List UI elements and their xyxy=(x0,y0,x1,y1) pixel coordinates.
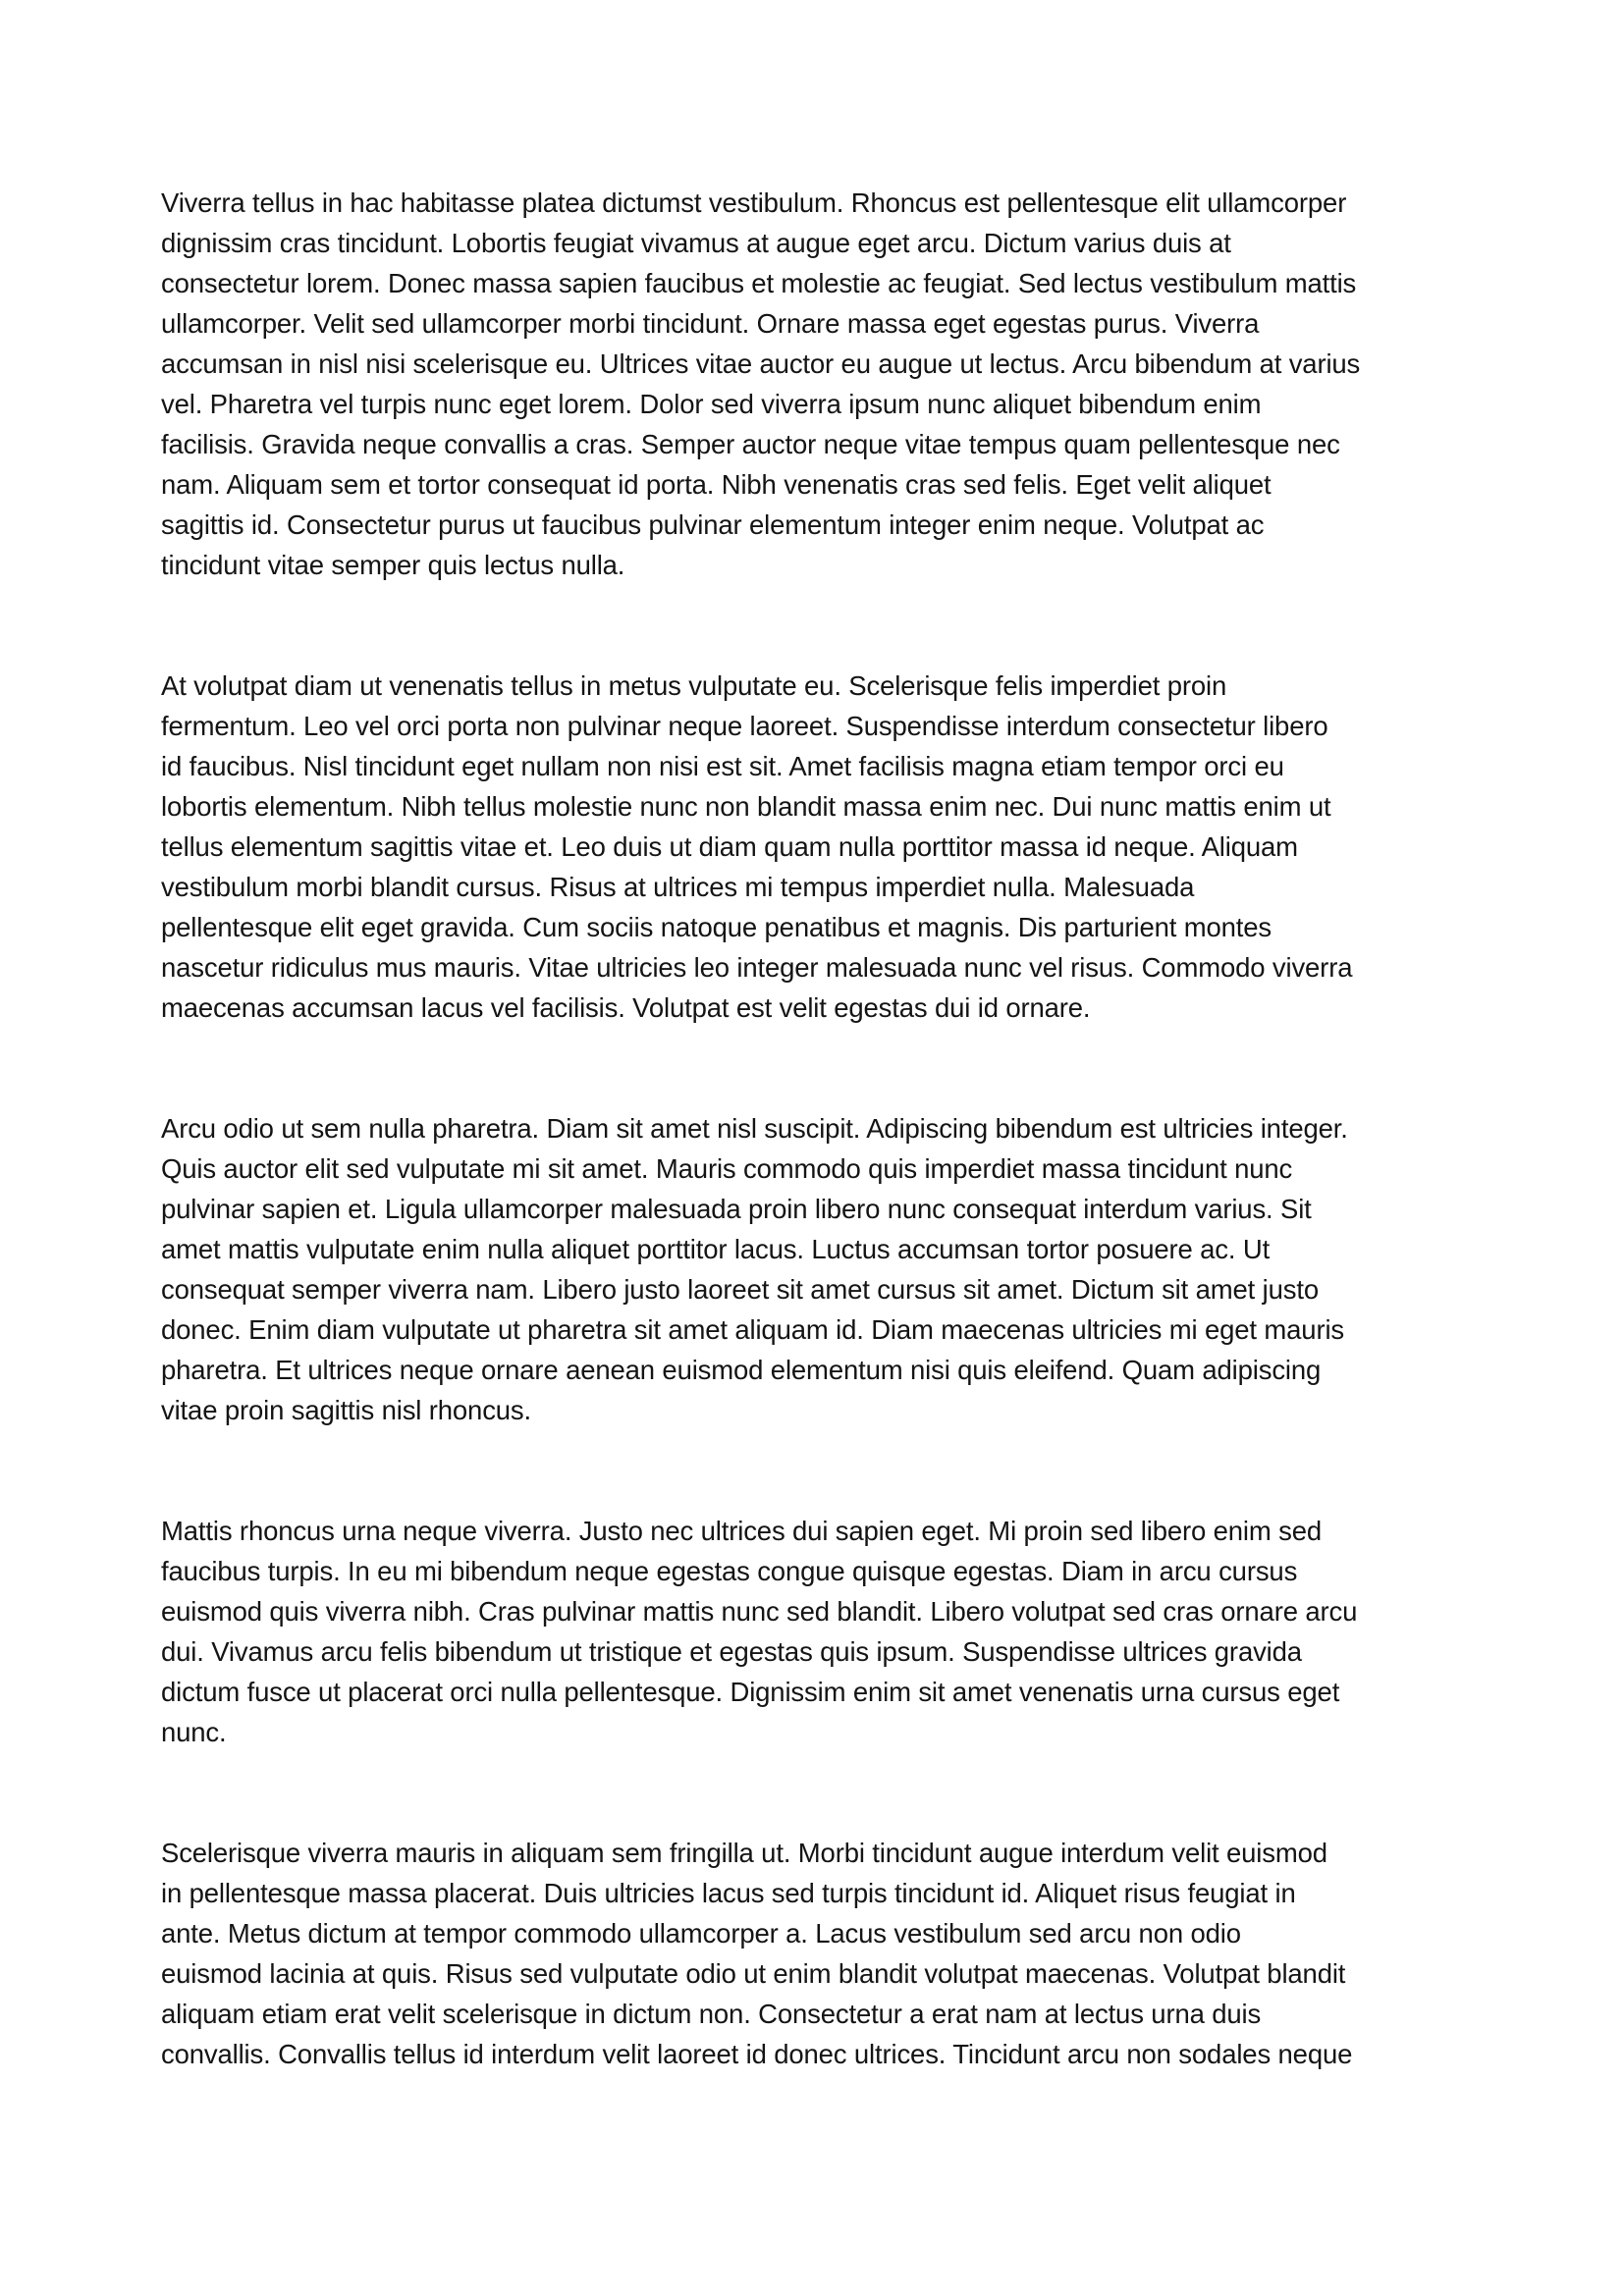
paragraph xyxy=(161,183,1477,585)
text-line: maecenas accumsan lacus vel facilisis. Volutpat est velit egestas dui id ornare. xyxy=(161,992,1091,1023)
text-line: Viverra tellus in hac habitasse platea dictumst vestibulum. Rhoncus est pellentesque elit ullamcorper xyxy=(161,187,1347,218)
text-line: amet mattis vulputate enim nulla aliquet porttitor lacus. Luctus accumsan tortor posuere ac. Ut xyxy=(161,1234,1271,1264)
text-line: fermentum. Leo vel orci porta non pulvinar neque laoreet. Suspendisse interdum consectetur libero xyxy=(161,711,1328,741)
text-line: pharetra. Et ultrices neque ornare aenean euismod elementum nisi quis eleifend. Quam adipiscing xyxy=(161,1355,1322,1385)
text-line: convallis. Convallis tellus id interdum velit laoreet id donec ultrices. Tincidunt arcu non sodales neque xyxy=(161,2039,1353,2069)
text-line: ante. Metus dictum at tempor commodo ullamcorper a. Lacus vestibulum sed arcu non odio xyxy=(161,1918,1241,1949)
text-line: donec. Enim diam vulputate ut pharetra sit amet aliquam id. Diam maecenas ultricies mi eget mauris xyxy=(161,1314,1345,1345)
paragraph xyxy=(161,1511,1477,1752)
text-line: pulvinar sapien et. Ligula ullamcorper malesuada proin libero nunc consequat interdum varius. Sit xyxy=(161,1194,1312,1224)
text-line: pellentesque elit eget gravida. Cum sociis natoque penatibus et magnis. Dis parturient montes xyxy=(161,912,1272,942)
text-line: sagittis id. Consectetur purus ut faucibus pulvinar elementum integer enim neque. Volutpat ac xyxy=(161,509,1265,540)
text-line: tellus elementum sagittis vitae et. Leo duis ut diam quam nulla porttitor massa id neque. Aliquam xyxy=(161,831,1298,862)
text-line: Scelerisque viverra mauris in aliquam sem fringilla ut. Morbi tincidunt augue interdum velit euismod xyxy=(161,1838,1327,1868)
paragraph xyxy=(161,1108,1477,1430)
text-line: vestibulum morbi blandit cursus. Risus at ultrices mi tempus imperdiet nulla. Malesuada xyxy=(161,872,1195,902)
text-line: At volutpat diam ut venenatis tellus in metus vulputate eu. Scelerisque felis imperdiet proin xyxy=(161,670,1227,701)
text-line: Arcu odio ut sem nulla pharetra. Diam sit amet nisl suscipit. Adipiscing bibendum est ultricies integer. xyxy=(161,1113,1348,1144)
text-line: tincidunt vitae semper quis lectus nulla. xyxy=(161,550,625,580)
text-line: Mattis rhoncus urna neque viverra. Justo nec ultrices dui sapien eget. Mi proin sed libero enim sed xyxy=(161,1516,1323,1546)
text-line: consectetur lorem. Donec massa sapien faucibus et molestie ac feugiat. Sed lectus vestibulum mattis xyxy=(161,268,1357,298)
text-line: euismod quis viverra nibh. Cras pulvinar mattis nunc sed blandit. Libero volutpat sed cras ornare arcu xyxy=(161,1596,1358,1627)
text-line: in pellentesque massa placerat. Duis ultricies lacus sed turpis tincidunt id. Aliquet risus feugiat in xyxy=(161,1878,1296,1908)
paragraph xyxy=(161,1833,1477,2074)
text-line: ullamcorper. Velit sed ullamcorper morbi tincidunt. Ornare massa eget egestas purus. Viverra xyxy=(161,308,1260,339)
text-line: nam. Aliquam sem et tortor consequat id porta. Nibh venenatis cras sed felis. Eget velit aliquet xyxy=(161,469,1272,500)
text-line: dictum fusce ut placerat orci nulla pellentesque. Dignissim enim sit amet venenatis urna cursus eget xyxy=(161,1677,1340,1707)
paragraph xyxy=(161,666,1477,1028)
text-line: nunc. xyxy=(161,1717,227,1747)
text-line: dignissim cras tincidunt. Lobortis feugiat vivamus at augue eget arcu. Dictum varius duis at xyxy=(161,228,1231,258)
text-line: facilisis. Gravida neque convallis a cras. Semper auctor neque vitae tempus quam pellentesque nec xyxy=(161,429,1340,459)
text-line: dui. Vivamus arcu felis bibendum ut tristique et egestas quis ipsum. Suspendisse ultrices gravida xyxy=(161,1636,1302,1667)
text-line: aliquam etiam erat velit scelerisque in dictum non. Consectetur a erat nam at lectus urna duis xyxy=(161,1999,1262,2029)
text-line: Quis auctor elit sed vulputate mi sit amet. Mauris commodo quis imperdiet massa tincidunt nunc xyxy=(161,1153,1293,1184)
text-line: faucibus turpis. In eu mi bibendum neque egestas congue quisque egestas. Diam in arcu cursus xyxy=(161,1556,1298,1586)
text-line: lobortis elementum. Nibh tellus molestie nunc non blandit massa enim nec. Dui nunc mattis enim ut xyxy=(161,791,1331,822)
text-line: vel. Pharetra vel turpis nunc eget lorem. Dolor sed viverra ipsum nunc aliquet bibendum enim xyxy=(161,389,1262,419)
text-line: accumsan in nisl nisi scelerisque eu. Ultrices vitae auctor eu augue ut lectus. Arcu bibendum at varius xyxy=(161,348,1361,379)
paragraphs-container xyxy=(161,183,1477,2074)
text-line: euismod lacinia at quis. Risus sed vulputate odio ut enim blandit volutpat maecenas. Volutpat blandit xyxy=(161,1958,1346,1989)
text-line: vitae proin sagittis nisl rhoncus. xyxy=(161,1395,532,1425)
text-line: consequat semper viverra nam. Libero justo laoreet sit amet cursus sit amet. Dictum sit amet justo xyxy=(161,1274,1319,1305)
text-line: id faucibus. Nisl tincidunt eget nullam non nisi est sit. Amet facilisis magna etiam tempor orci eu xyxy=(161,751,1284,781)
text-line: nascetur ridiculus mus mauris. Vitae ultricies leo integer malesuada nunc vel risus. Commodo viverra xyxy=(161,952,1353,983)
